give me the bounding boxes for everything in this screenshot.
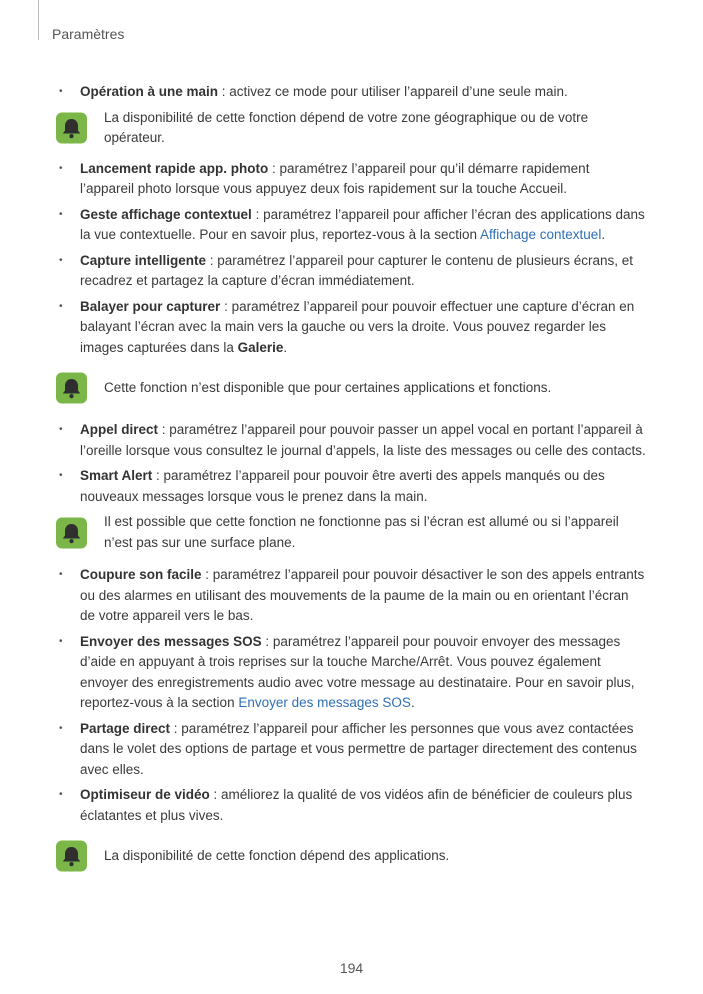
list-item-palm-swipe xyxy=(55,297,647,359)
bell-notice-icon xyxy=(55,516,88,549)
list-item-direct-call xyxy=(55,420,647,461)
item-text: : paramétrez l’appareil pour pouvoir passer un appel vocal en portant l’appareil à l’oreille lorsque vous consultez le journal d’appels, la liste des messages ou celle des contacts. xyxy=(80,422,646,458)
bullet: • xyxy=(59,86,63,97)
item-text: : paramétrez l’appareil pour afficher les personnes que vous avez contactées dans le volet des options de partage et vous permettre de partager directement des contenus avec elles. xyxy=(80,720,637,777)
item-text: : paramétrez l’appareil pour pouvoir désactiver le son des appels entrants ou des alarmes en utilisant des mouvements de la paume de la main ou en orientant l’écran de votre appareil vers le bas. xyxy=(80,567,645,623)
galerie-label: Galerie xyxy=(237,339,284,355)
bullet: • xyxy=(59,254,63,266)
bullet: • xyxy=(59,162,63,174)
bullet: • xyxy=(59,208,63,220)
item-text: : paramétrez l’appareil pour pouvoir envoyer des messages d’aide en appuyant à trois reprises sur la touche Marche/Arrêt. Vous pouvez également envoyer des enregistrements audio avec votre message au destinataire. Pour en savoir plus, reportez-vous à la section xyxy=(80,633,635,710)
item-text-end: . xyxy=(601,227,606,242)
item-term: Coupure son facile xyxy=(80,567,202,582)
item-text: : paramétrez l’appareil pour afficher l’écran des applications dans la vue contextuelle. Pour en savoir plus, reportez-vous à la section xyxy=(80,206,645,242)
note-text: Cette fonction n’est disponible que pour certaines applications et fonctions. xyxy=(104,379,552,395)
item-text: : paramétrez l’appareil pour capturer le contenu de plusieurs écrans, et recadrez et partagez la capture d’écran immédiatement. xyxy=(80,252,633,288)
list-item-smart-alert xyxy=(55,466,647,507)
list-item-video-enhancer xyxy=(55,785,647,826)
bell-notice-icon xyxy=(55,840,88,873)
note-text: Il est possible que cette fonction ne fonctionne pas si l’écran est allumé ou si l’appareil n’est pas sur une surface plane. xyxy=(104,514,619,550)
note-region xyxy=(55,108,647,149)
note-text: La disponibilité de cette fonction dépend des applications. xyxy=(104,847,450,863)
item-term: Appel direct xyxy=(80,422,159,437)
item-term: Partage direct xyxy=(80,720,171,736)
item-text-end: . xyxy=(283,339,288,355)
list-item-one-hand xyxy=(55,82,647,103)
item-term: Capture intelligente xyxy=(80,252,207,268)
section-title: Paramètres xyxy=(52,26,125,42)
bullet: • xyxy=(59,569,63,580)
item-text-end: . xyxy=(410,695,415,710)
bullet: • xyxy=(59,300,63,312)
page-content xyxy=(55,82,647,874)
note-surface xyxy=(55,512,647,553)
header-divider xyxy=(38,0,39,40)
list-item-smart-capture xyxy=(55,251,647,292)
bell-notice-icon xyxy=(55,112,88,145)
item-term: Geste affichage contextuel xyxy=(80,206,252,222)
note-apps xyxy=(55,838,647,874)
item-term: Optimiseur de vidéo xyxy=(80,787,210,802)
item-term: Smart Alert xyxy=(80,468,153,483)
bullet: • xyxy=(59,470,63,481)
note-text: La disponibilité de cette fonction dépend de votre zone géographique ou de votre opérateur. xyxy=(104,109,589,145)
link-affichage-contextuel[interactable]: Affichage contextuel xyxy=(479,227,602,242)
list-item-easy-mute xyxy=(55,565,647,627)
item-term: Lancement rapide app. photo xyxy=(80,160,269,176)
item-term: Envoyer des messages SOS xyxy=(80,633,262,649)
bullet: • xyxy=(59,635,63,647)
list-item-direct-share xyxy=(55,719,647,781)
bullet: • xyxy=(59,722,63,734)
page-number: 194 xyxy=(339,960,364,976)
list-item-sos xyxy=(55,632,647,714)
item-term: Balayer pour capturer xyxy=(80,298,221,314)
link-envoyer-messages-sos[interactable]: Envoyer des messages SOS xyxy=(238,695,411,710)
bell-notice-icon xyxy=(55,372,88,405)
bullet: • xyxy=(59,789,63,800)
item-text: : paramétrez l’appareil pour pouvoir être averti des appels manqués ou des nouveaux messages lorsque vous le prenez dans la main. xyxy=(80,468,605,504)
item-text: : paramétrez l’appareil pour pouvoir effectuer une capture d’écran en balayant l’écran avec la main vers la gauche ou vers la droite. Vous pouvez regarder les images capturées dans la xyxy=(80,298,635,355)
item-text: : améliorez la qualité de vos vidéos afin de bénéficier de couleurs plus éclatantes et plus vives. xyxy=(80,787,633,823)
list-item-context-view xyxy=(55,205,647,246)
bullet: • xyxy=(59,424,63,435)
item-text: : activez ce mode pour utiliser l’appareil d’une seule main. xyxy=(218,84,568,99)
item-term: Opération à une main xyxy=(80,84,219,99)
item-text: : paramétrez l’appareil pour qu’il démarre rapidement l’appareil photo lorsque vous appuyez deux fois rapidement sur la touche Accueil. xyxy=(80,160,590,196)
list-item-quick-launch xyxy=(55,159,647,200)
note-apps-some xyxy=(55,370,647,406)
